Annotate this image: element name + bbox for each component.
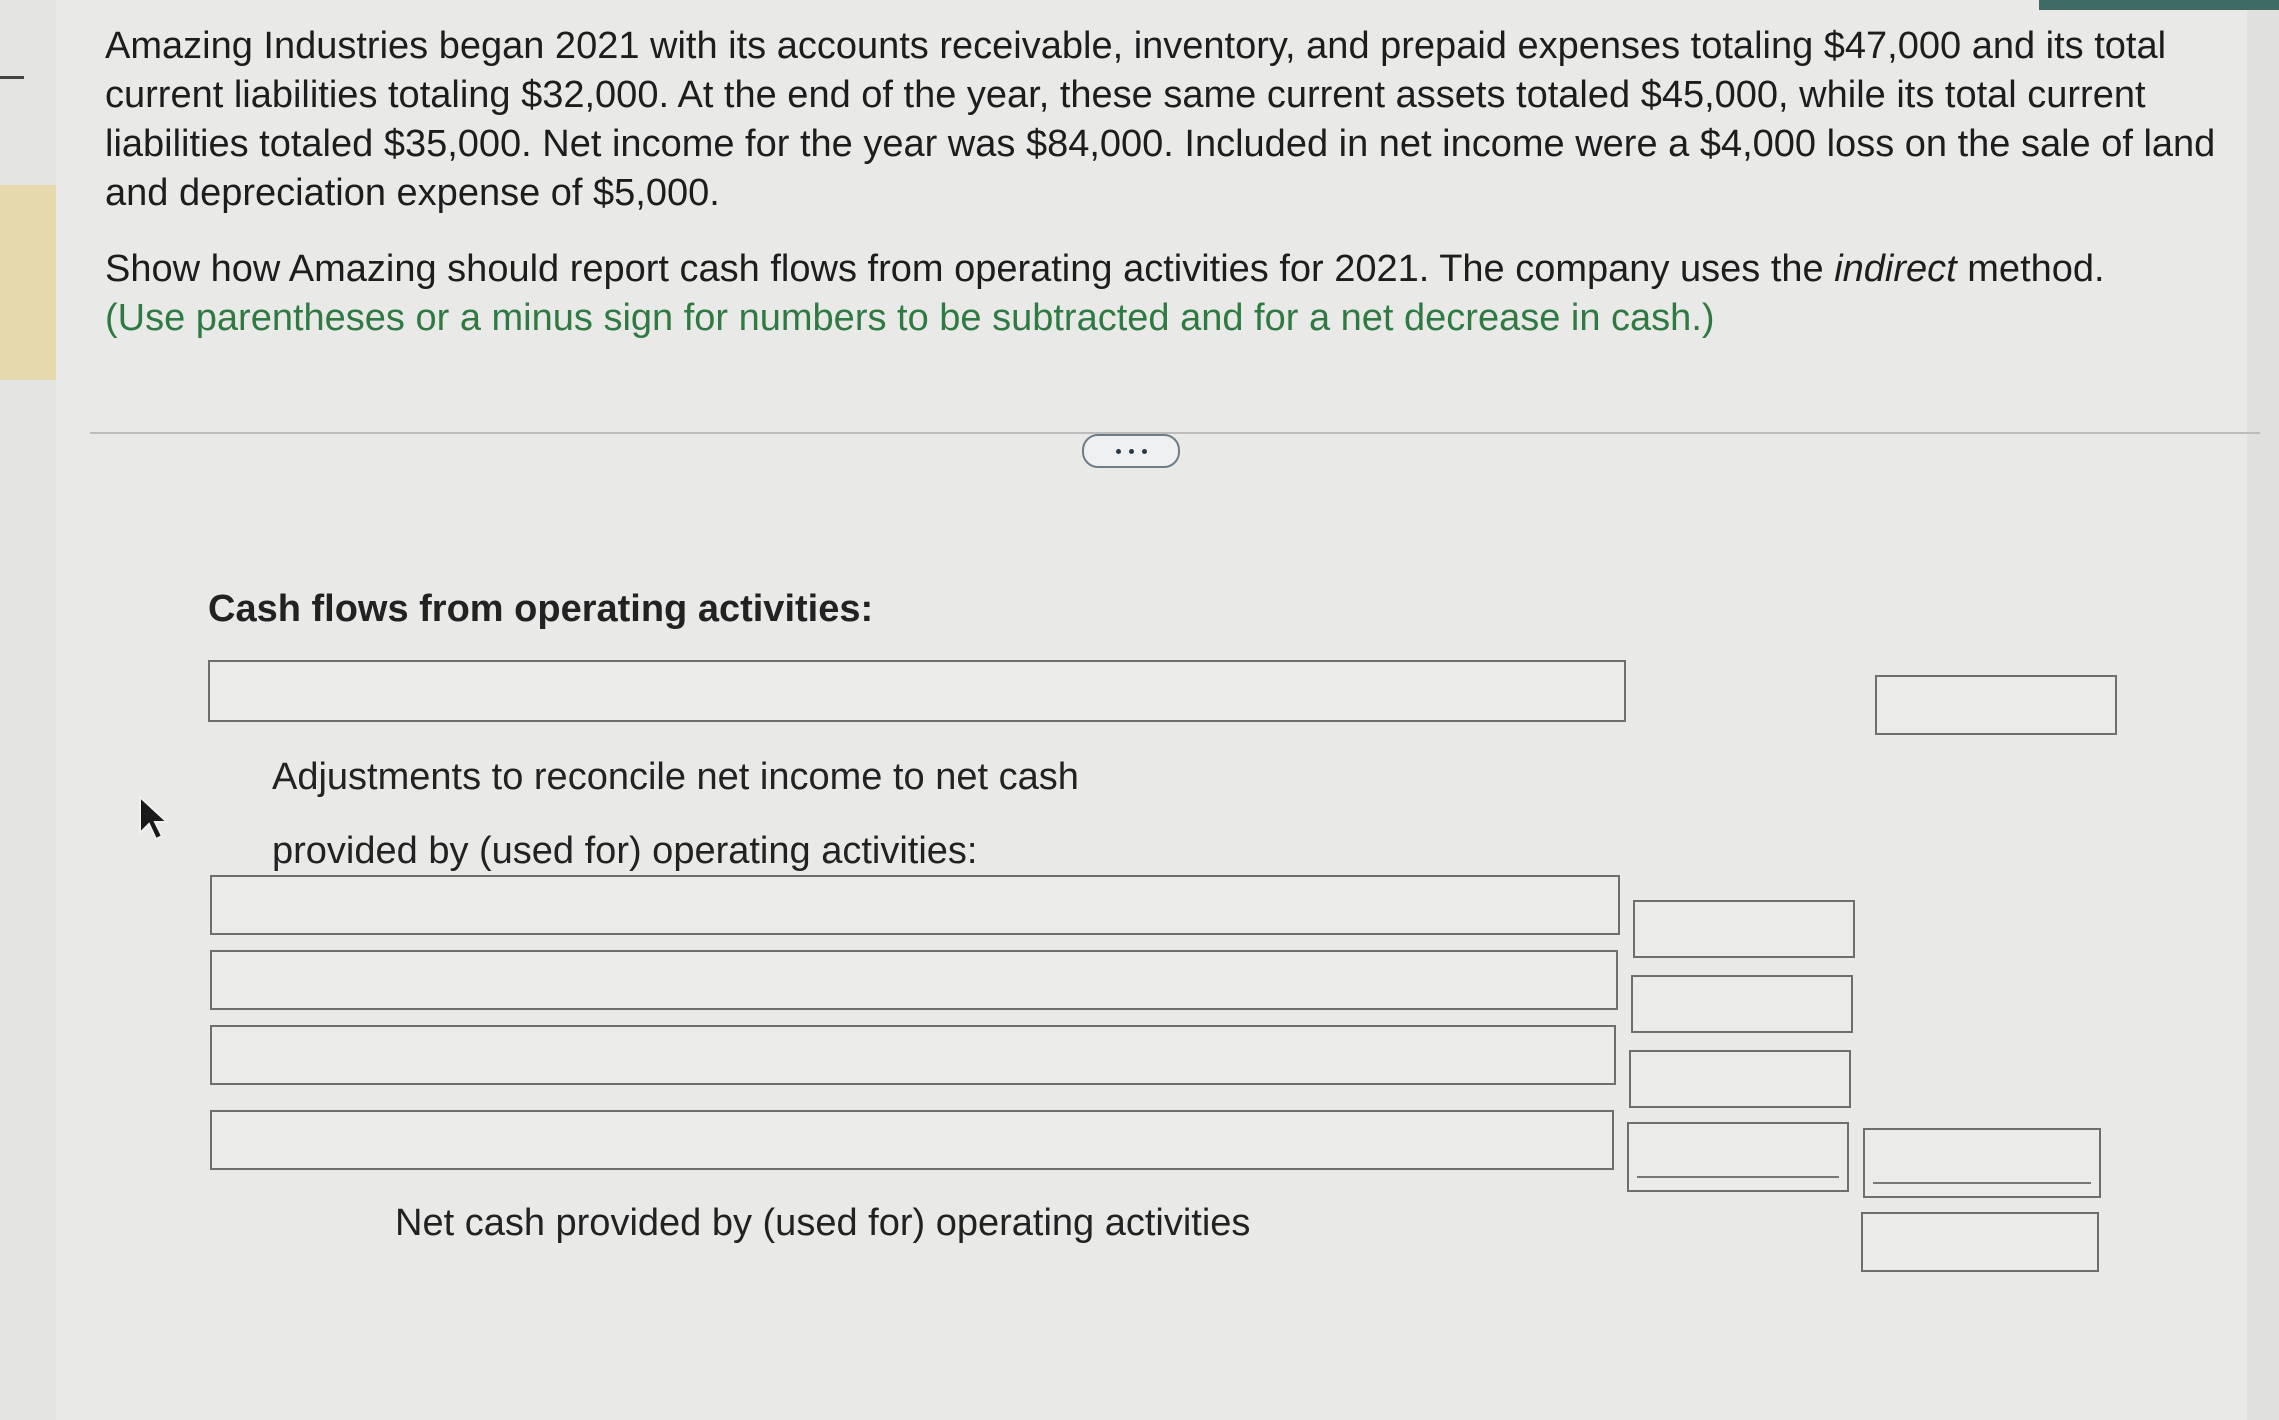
adjustment-4-amount-input[interactable] [1627,1122,1849,1192]
adjustment-3-amount-input[interactable] [1629,1050,1851,1108]
net-income-amount-input[interactable] [1875,675,2117,735]
instruction-part-2: method. [1956,248,2105,290]
instruction-italic: indirect [1834,248,1957,290]
right-edge [2247,0,2279,1420]
net-cash-label: Net cash provided by (used for) operating activities [395,1202,1251,1244]
adjustments-line-1: Adjustments to reconcile net income to net cash [272,756,1079,798]
mouse-pointer-icon [138,795,170,843]
adjustment-1-label-input[interactable] [210,875,1620,935]
total-adjustments-underline [1873,1182,2091,1184]
instruction-hint: (Use parentheses or a minus sign for numbers to be subtracted and for a net decrease in cash.) [105,297,1715,339]
adjustment-4-underline [1637,1176,1839,1178]
adjustment-2-amount-input[interactable] [1631,975,1853,1033]
adjustments-heading [272,740,1079,888]
section-title: Cash flows from operating activities: [208,588,874,630]
adjustment-4-label-input[interactable] [210,1110,1614,1170]
total-adjustments-input[interactable] [1863,1128,2101,1198]
ellipsis-icon [1142,449,1147,454]
adjustment-2-label-input[interactable] [210,950,1618,1010]
section-divider [90,432,2260,434]
expand-more-button[interactable] [1082,434,1180,468]
net-income-label-input[interactable] [208,660,1626,722]
adjustment-1-amount-input[interactable] [1633,900,1855,958]
top-accent-bar [2039,0,2279,10]
net-cash-total-input[interactable] [1861,1212,2099,1272]
left-rail [0,0,56,1420]
instruction-text [105,245,2235,343]
ellipsis-icon [1129,449,1134,454]
question-text: Amazing Industries began 2021 with its accounts receivable, inventory, and prepaid expenses totaling $47,000 and its total current liabilities totaling $32,000. At the end of the year, these same current assets totaled $45,000, while its total current liabilities totaled $35,000. Net income for the year was $84,000. Included in net income were a $4,000 loss on the sale of land and depreciation expense of $5,000. [105,25,2216,214]
question-highlight-marker [0,185,56,380]
instruction-part-1: Show how Amazing should report cash flows from operating activities for 2021. The company uses the [105,248,1835,290]
ellipsis-icon [1116,449,1121,454]
rail-dash [0,76,24,79]
adjustments-line-2: provided by (used for) operating activities: [272,830,978,872]
adjustment-3-label-input[interactable] [210,1025,1616,1085]
